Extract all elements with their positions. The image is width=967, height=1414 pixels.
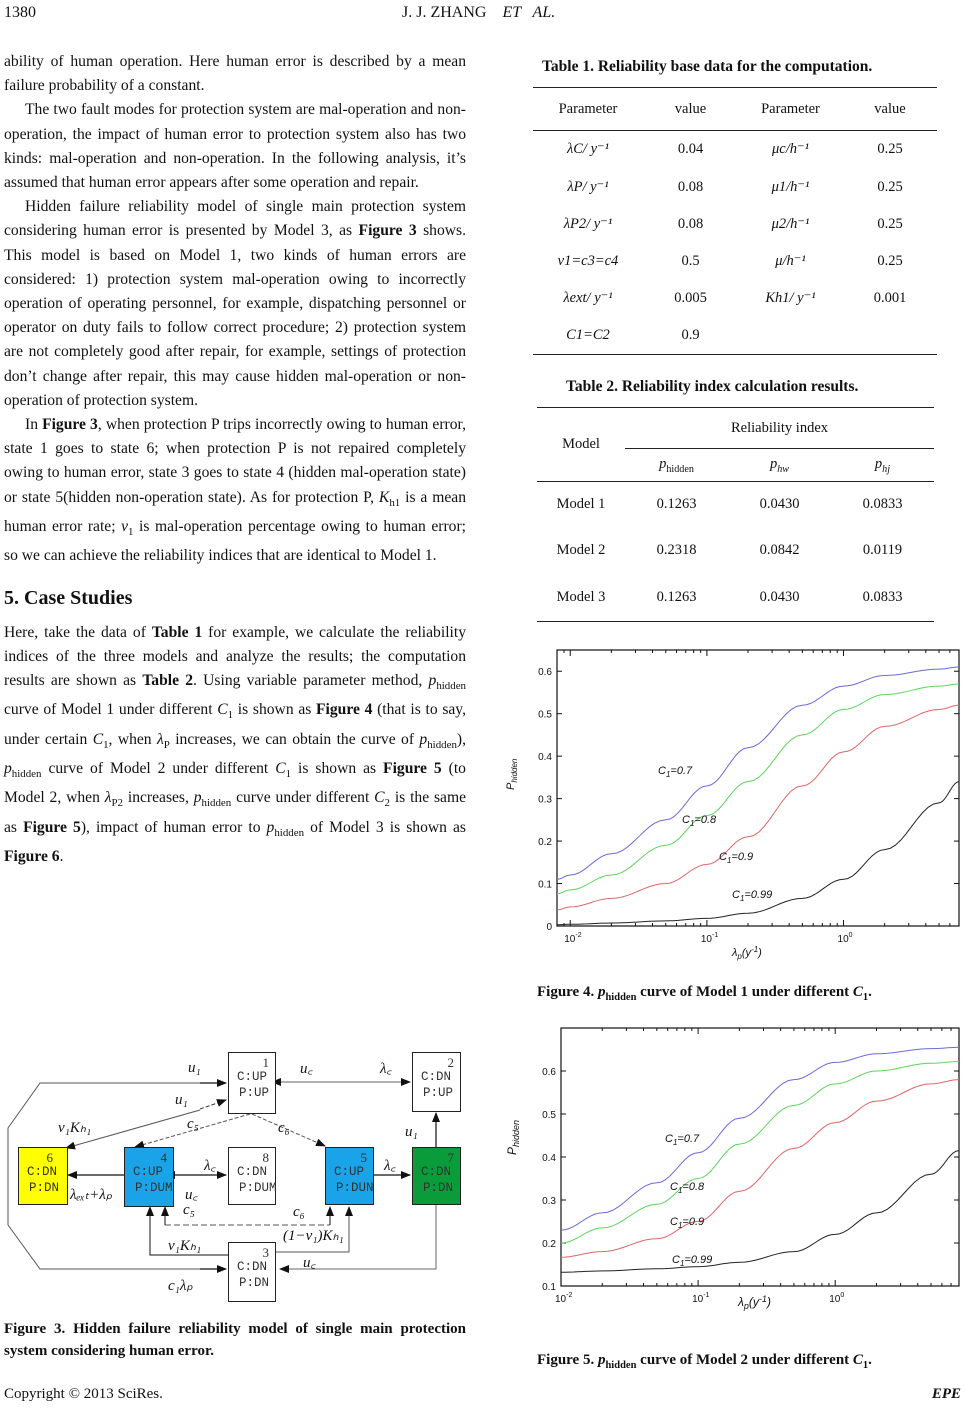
figure-3-ref-link[interactable]: Figure 3 (358, 222, 417, 240)
state-number: 3 (262, 1245, 269, 1260)
state-node-7 (412, 1147, 461, 1205)
state-node-4 (124, 1147, 174, 1207)
table-cell: 0.0119 (862, 542, 903, 558)
curve-label: $C_1=0.99$ (732, 889, 773, 903)
hidden-subscript: hidden (274, 826, 305, 839)
figure-5-ref-link[interactable]: Figure 5 (383, 760, 442, 778)
subscript: 1 (862, 1360, 869, 1371)
p-symbol: p (659, 455, 667, 472)
paragraph-5 (4, 621, 466, 869)
protection-state: P:DN (29, 1181, 60, 1195)
subscript: 1 (862, 992, 869, 1003)
x-tick-exponent: -2 (566, 1292, 573, 1299)
x-tick-label: $10^{-1}$ (692, 1292, 710, 1305)
edge-label-v1kh1-left: v₁Kₕ₁ (58, 1120, 92, 1136)
figure-5-chart (500, 1020, 960, 1320)
c-symbol: C (92, 730, 104, 748)
p-symbol: p (428, 672, 437, 690)
edge-label-u1-right: u₁ (405, 1124, 418, 1140)
edge-label-v1kh1-bottom: v₁Kₕ₁ (168, 1238, 202, 1254)
text: of Model 3 is shown as (304, 818, 466, 836)
table-1 (533, 87, 937, 355)
table-cell: λP/ y⁻¹ (567, 178, 609, 195)
kh1-symbol: K (378, 488, 390, 506)
component-state: C:UP (237, 1070, 268, 1084)
paragraph-4-text-c: is a mean human error rate; (4, 488, 466, 535)
c1-subscript: 1 (103, 738, 109, 751)
figure-6-ref-link[interactable]: Figure 6 (4, 847, 60, 865)
running-header-etal: ET AL. (502, 4, 556, 21)
v1-symbol: v (121, 517, 129, 535)
curve-label: $C_1=0.7$ (665, 1133, 700, 1147)
figure-3-caption: Figure 3. Hidden failure reliability model of single main protection system considering human error. (4, 1321, 466, 1359)
y-axis-ticks (542, 1067, 959, 1293)
c2-subscript: 2 (384, 797, 390, 810)
v1-subscript: 1 (128, 526, 134, 539)
table-cell: Model 2 (556, 542, 606, 558)
figure-4-chart (500, 640, 960, 970)
edge-label-u1-top: u₁ (188, 1060, 201, 1076)
kh1-subscript: h1 (389, 496, 401, 509)
state-node-6 (18, 1147, 68, 1205)
paragraph-3 (4, 195, 466, 413)
text: is the same as (4, 789, 467, 836)
y-axis-label (505, 1120, 521, 1155)
edge-label-one-minus-v1-kh1: (1−v₁)Kₕ₁ (283, 1228, 344, 1244)
paragraph-1: ability of human operation. Here human error is described by a mean failure probability of a constant. (4, 53, 466, 95)
c-symbol: C (852, 984, 863, 1000)
x-axis-label: $\lambda_p(y^{-1})$ (738, 1294, 771, 1311)
table-row (533, 131, 937, 169)
table-cell: 0.25 (877, 141, 903, 158)
column-header: value (674, 100, 707, 117)
table-row (537, 528, 934, 574)
caption-text: . (868, 984, 872, 1000)
text: is shown as (291, 760, 384, 778)
table-cell: 0.08 (677, 215, 704, 232)
table-cell: 0.005 (674, 289, 707, 306)
state-number: 8 (262, 1150, 269, 1165)
data-lines (557, 667, 959, 925)
state-number: 7 (447, 1150, 454, 1165)
component-state: C:DN (27, 1165, 58, 1179)
table-cell: 0.25 (877, 215, 903, 232)
table-cell: μ1/h⁻¹ (771, 178, 810, 195)
x-tick-label: $10^{-2}$ (555, 1292, 573, 1305)
y-tick-label: 0.3 (538, 794, 552, 806)
y-axis-label (505, 758, 519, 790)
text: increases, we can obtain the curve of (169, 730, 420, 748)
y-tick-label: 0.2 (538, 837, 552, 849)
x-close: ) (766, 1295, 771, 1309)
protection-state: P:UP (423, 1086, 454, 1100)
series-line (557, 705, 959, 910)
plot-frame (561, 1028, 959, 1286)
figure-5-caption (537, 1352, 872, 1371)
component-state: C:DN (237, 1165, 268, 1179)
hidden-subscript: hidden (11, 768, 42, 781)
component-state: C:DN (421, 1165, 452, 1179)
text: . Using variable parameter method, (193, 672, 429, 690)
figure-3-state-diagram (0, 1040, 470, 1310)
section-title: 5. Case Studies (4, 587, 133, 610)
page-number: 1380 (4, 4, 36, 21)
text: (that is to say, under certain (4, 701, 466, 748)
x-tick-label: $10^0$ (829, 1292, 845, 1305)
caption-text: . (868, 1352, 872, 1368)
table-cell: μc/h⁻¹ (772, 141, 809, 158)
table-cell: 0.1263 (656, 496, 697, 513)
hidden-subscript: hidden (436, 680, 466, 693)
table-row (533, 280, 937, 317)
x-sub: p (737, 952, 742, 961)
text: curve of Model 1 under different (4, 701, 218, 719)
y-tick-label: 0.6 (542, 1067, 556, 1078)
y-tick-label: 0.5 (538, 709, 552, 721)
c1-subscript: 1 (227, 709, 234, 722)
state-node-1 (228, 1052, 276, 1114)
state-node-5 (325, 1147, 374, 1205)
table-cell: 0.08 (677, 178, 704, 195)
edge-label-lambda-c-mid: λ꜀ (204, 1158, 216, 1174)
table-cell: v1=c3=c4 (557, 252, 619, 269)
protection-state: P:DN (239, 1276, 270, 1290)
table-cell: 0.0842 (759, 542, 800, 558)
paragraph-4-text-b: , when protection P trips incorrectly owing to human error, state 1 goes to state 6; when protection P is not repaired completely owing to human error, state 3 goes to state 4 (hidden mal-operation state) or state 5(hidden non-operation state). As for protection P, (4, 416, 466, 506)
curve-label: $C_1=0.8$ (682, 814, 717, 828)
table-cell: λC/ y⁻¹ (566, 141, 610, 158)
text: . (59, 847, 64, 865)
text: for example, we calculate the reliability indices of the three models and analyze the results; the computation results are shown as (4, 623, 466, 690)
text: curve under different (231, 789, 375, 807)
curve-label: $C_1=0.9$ (719, 851, 754, 865)
column-header-phw (728, 449, 831, 482)
x-axis-label: $\lambda_p(y^{-1})$ (732, 945, 762, 961)
edge-label-uc-bottom: u꜀ (303, 1255, 316, 1271)
running-header-authors: J. J. ZHANG (402, 4, 487, 21)
paragraph-4-text-a: In (25, 416, 43, 434)
p-symbol: p (597, 984, 606, 1000)
x-unit: (y (748, 1295, 759, 1309)
table-cell: 0.0833 (862, 588, 903, 605)
data-lines (561, 1047, 959, 1272)
x-tick-label: $10^{-2}$ (564, 932, 582, 945)
p2-subscript: P2 (111, 797, 124, 810)
state-number: 2 (447, 1055, 454, 1070)
text: , when (108, 730, 157, 748)
caption-text: Figure 4. (537, 984, 598, 1000)
y-tick-label: 0 (546, 922, 552, 933)
table-2 (537, 407, 934, 622)
table-cell: 0.0430 (759, 496, 800, 513)
component-state: C:UP (133, 1165, 164, 1179)
paragraph-3-text-a: Hidden failure reliability model of single main protection system considering human error is presented by Model 3, as (4, 198, 466, 240)
edge-label-lambda-c-top: λ꜀ (380, 1061, 392, 1077)
component-state: C:DN (421, 1070, 452, 1084)
x-axis-ticks (555, 1028, 959, 1305)
subscript: hidden (605, 992, 637, 1003)
curve-label: $C_1=0.99$ (672, 1254, 713, 1268)
plot-frame (557, 650, 959, 926)
x-tick-exponent: 0 (848, 932, 853, 939)
p-symbol: p (4, 760, 12, 778)
edge-label-c1-lambda-p: c₁λₚ (168, 1278, 193, 1294)
protection-state: P:UP (239, 1086, 270, 1100)
table-cell: 0.25 (877, 252, 903, 269)
figure-4-caption (537, 984, 872, 1003)
caption-text: curve of Model 1 under different (636, 984, 853, 1000)
curve-labels (665, 1133, 712, 1268)
edge-label-c5-bottom: c₅ (183, 1202, 195, 1218)
text: ), (456, 730, 466, 748)
y-tick-label: 0.3 (542, 1196, 556, 1207)
protection-state: P:DUM (239, 1181, 277, 1195)
c-symbol: C (852, 1352, 863, 1368)
column-header-phj (831, 449, 934, 482)
left-column-body (4, 50, 466, 869)
subscript: hidden (666, 463, 694, 475)
state-number: 1 (262, 1055, 269, 1070)
p-subscript: P (163, 738, 170, 751)
c-symbol: C (374, 789, 385, 807)
protection-state: P:DUN (336, 1181, 374, 1195)
state-node-2 (412, 1052, 461, 1112)
p-symbol: p (597, 1352, 606, 1368)
p-symbol: p (419, 730, 428, 748)
column-header-phidden (625, 449, 728, 482)
series-line (557, 667, 959, 879)
x-tick-label: $10^0$ (837, 932, 853, 945)
y-label-main: P (505, 1146, 519, 1155)
edge-label-lambda-ext-plus-lambda-p: λₑₓₜ+λₚ (70, 1187, 113, 1203)
text: increases, (123, 789, 194, 807)
table-cell: μ2/h⁻¹ (771, 215, 810, 232)
running-header (402, 4, 555, 22)
x-close: ) (758, 947, 762, 959)
p-symbol: p (266, 818, 275, 836)
y-tick-label: 0.1 (542, 1282, 556, 1293)
edge-label-c6-bottom: c₆ (293, 1204, 305, 1220)
journal-abbrev: EPE (931, 1386, 961, 1402)
x-tick-exponent: -1 (703, 1292, 710, 1299)
protection-state: P:DN (423, 1181, 454, 1195)
table-cell: λext/ y⁻¹ (563, 289, 613, 306)
y-label-main: P (505, 782, 517, 790)
x-unit: (y (741, 947, 752, 959)
state-number: 5 (360, 1150, 367, 1165)
state-node-8 (228, 1147, 276, 1205)
table-cell: μ/h⁻¹ (775, 252, 806, 269)
paragraph-4-text-d: is mal-operation percentage owing to human error; so we can achieve the reliability indices that are identical to Model 1. (4, 517, 466, 565)
edge-label-u1-mid: u₁ (175, 1092, 188, 1108)
table-cell: 0.0833 (862, 496, 903, 513)
table-1-header-row (533, 88, 937, 131)
text: curve of Model 2 under different (41, 760, 276, 778)
paragraph-4 (4, 413, 466, 568)
curve-label: $C_1=0.7$ (658, 765, 693, 779)
table-cell: 0.1263 (656, 588, 697, 605)
state-number: 4 (160, 1150, 167, 1165)
text: is shown as (233, 701, 317, 719)
table-cell: 0.5 (681, 252, 700, 269)
table-cell: λP2/ y⁻¹ (563, 215, 613, 232)
figure-4-ref-link[interactable]: Figure 4 (316, 701, 373, 719)
curve-label: $C_1=0.9$ (670, 1216, 705, 1230)
p-symbol: p (874, 455, 883, 472)
edge-label-uc-top: u꜀ (300, 1061, 313, 1077)
table-cell: 0.001 (873, 289, 907, 306)
lambda-symbol: λ (104, 789, 112, 807)
column-header: Parameter (761, 100, 820, 117)
figure-3-ref-link-2[interactable]: Figure 3 (42, 416, 98, 434)
x-tick-exponent: -1 (712, 932, 719, 939)
caption-text: Figure 5. (537, 1352, 598, 1368)
table-row (533, 243, 937, 280)
caption-text: curve of Model 2 under different (636, 1352, 853, 1368)
x-tick-exponent: 0 (840, 1292, 845, 1299)
table-2-header-row (537, 408, 934, 449)
y-tick-label: 0.4 (538, 752, 552, 764)
column-header-group: Reliability index (625, 408, 934, 449)
y-tick-label: 0.6 (538, 667, 552, 679)
component-state: C:UP (334, 1165, 365, 1179)
paragraph-2: The two fault modes for protection system are mal-operation and non-operation, the impact of human error to protection system also has two kinds: mal-operation and non-operation. In the following analysis, it’s assumed that human error appears after some operation and repair. (4, 101, 466, 192)
y-tick-label: 0.5 (542, 1110, 556, 1121)
x-tick-exponent: -2 (575, 932, 582, 939)
series-line (561, 1047, 959, 1230)
column-header: Parameter (558, 100, 618, 117)
y-label-sub: hidden (511, 1119, 521, 1147)
table-cell: 0.04 (677, 141, 704, 158)
figure-5-ref-link-2[interactable]: Figure 5 (23, 818, 81, 836)
table-cell: Kh1/ y⁻¹ (765, 289, 816, 306)
y-label-sub: hidden (510, 758, 519, 783)
edge-label-c6-top: c₆ (278, 1120, 290, 1136)
y-tick-label: 0.4 (542, 1153, 556, 1164)
table-row (533, 206, 937, 243)
text: ), impact of human error to (80, 818, 267, 836)
table-cell: 0.9 (681, 326, 700, 343)
paragraph-3-text-b: shows. This model is based on Model 1, two kinds of human errors are considered: 1) protection system mal-operation owing to incorrectly operation of operating personnel, for example, dispatching personnel or operator on duty fails to follow correct procedure; 2) protection system are not completely good after repair, for example, settings of protection don’t change after repair, this may cause hidden mal-operation or non-operation of protection system. (4, 222, 466, 409)
lambda-symbol: λ (157, 730, 164, 748)
series-line (561, 1151, 959, 1273)
y-tick-label: 0.1 (538, 879, 552, 891)
protection-state: P:DUM (135, 1181, 173, 1195)
table-1-title: Table 1. Reliability base data for the computation. (542, 58, 873, 75)
hidden-subscript: hidden (201, 797, 232, 810)
column-header-model: Model (537, 408, 625, 482)
table-row (537, 482, 934, 528)
c-symbol: C (275, 760, 286, 778)
table-cell: 0.0430 (759, 588, 800, 605)
table-cell: Model 1 (556, 496, 606, 513)
text: Here, take the data of (4, 623, 152, 641)
table-cell: C1=C2 (566, 326, 610, 343)
curve-label: $C_1=0.8$ (670, 1181, 705, 1195)
table-cell (738, 317, 843, 355)
table-1-ref-link[interactable]: Table 1 (151, 623, 203, 641)
text: (to Model 2, when (4, 760, 466, 807)
subscript: hw (777, 463, 790, 475)
table-2-title: Table 2. Reliability index calculation results. (566, 378, 859, 395)
c1-subscript: 1 (285, 768, 292, 781)
table-cell (843, 317, 937, 355)
p-symbol: p (769, 455, 778, 472)
subscript: hidden (605, 1360, 637, 1371)
state-node-3 (228, 1242, 276, 1302)
c-symbol: C (217, 701, 228, 719)
column-header: value (874, 100, 906, 117)
x-sup: -1 (758, 1294, 767, 1304)
hidden-subscript: hidden (427, 738, 457, 751)
table-row (537, 574, 934, 622)
y-tick-label: 0.2 (542, 1239, 556, 1250)
table-cell: 0.25 (877, 178, 903, 195)
x-sup: -1 (751, 945, 759, 954)
edge-label-lambda-c-right: λ꜀ (384, 1158, 396, 1174)
copyright-notice: Copyright © 2013 SciRes. (4, 1386, 163, 1402)
table-cell: Model 3 (556, 588, 606, 605)
table-2-ref-link[interactable]: Table 2 (142, 672, 194, 690)
x-sub: p (743, 1301, 749, 1311)
edge-label-uc-mid: u꜀ (185, 1187, 198, 1203)
table-row (533, 317, 937, 355)
p-symbol: p (193, 789, 202, 807)
subscript: hj (882, 463, 891, 475)
state-number: 6 (46, 1150, 53, 1165)
component-state: C:DN (237, 1260, 268, 1274)
x-tick-label: $10^{-1}$ (700, 932, 719, 945)
series-line (557, 684, 959, 894)
edge-label-c5-top: c₅ (187, 1116, 199, 1132)
table-row (533, 169, 937, 206)
table-cell: 0.2318 (656, 542, 697, 558)
series-line (561, 1062, 959, 1244)
